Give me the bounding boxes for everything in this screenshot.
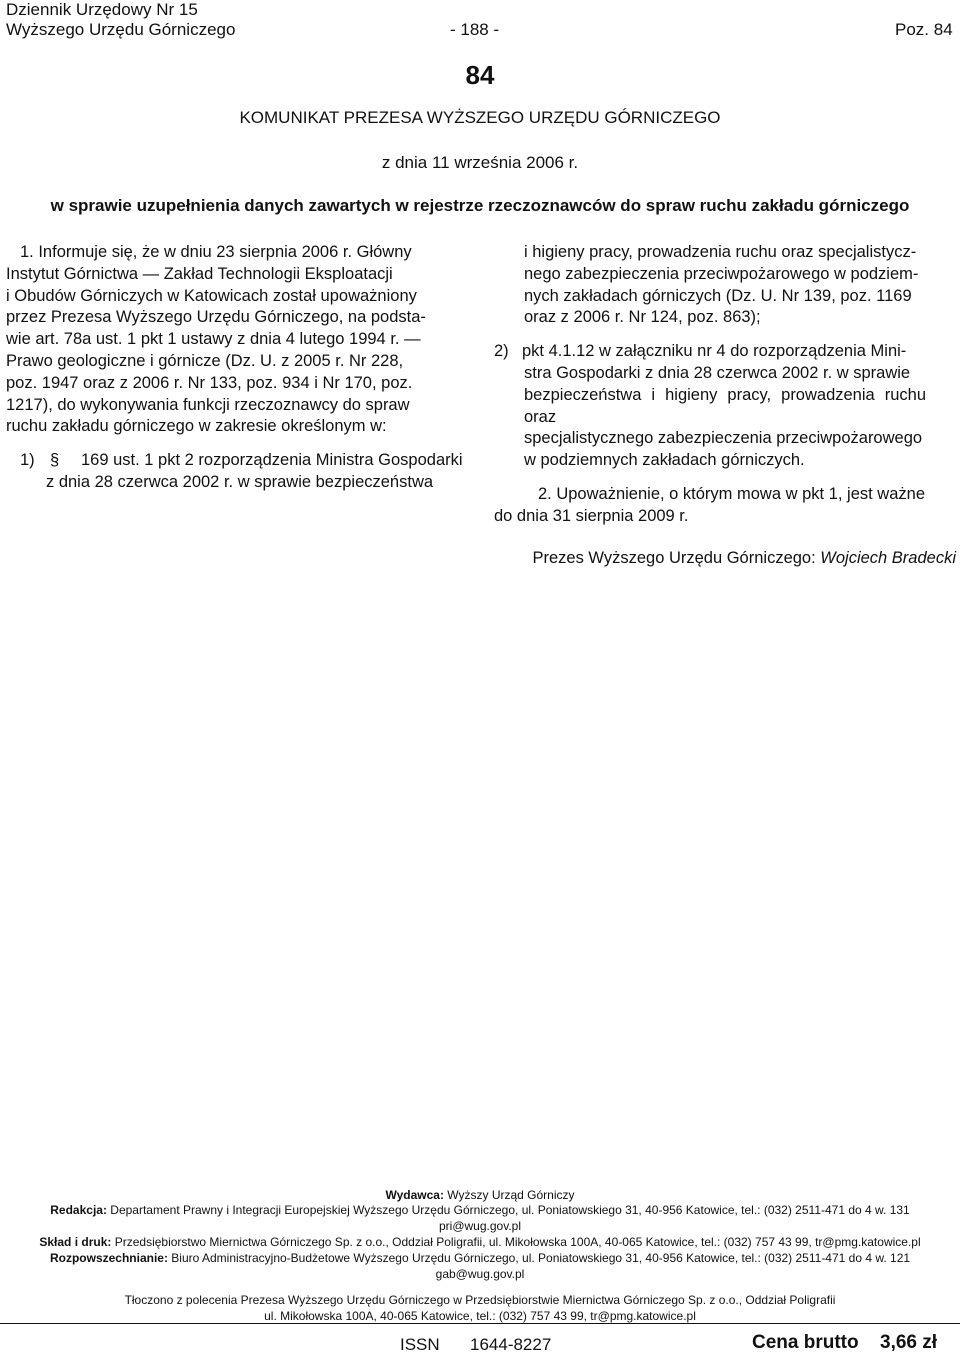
footer-print-value: Przedsiębiorstwo Miernictwa Górniczego Sp. z o.o., Oddział Poligrafii, ul. Mikołowska 100A, 40-065 Katowice, tel.: (032) 757 43 99, tr@pmg.katowice.pl (111, 1235, 921, 1249)
document-date: z dnia 11 września 2006 r. (381, 153, 579, 172)
document-heading: KOMUNIKAT PREZESA WYŻSZEGO URZĘDU GÓRNICZEGO (239, 108, 721, 127)
journal-title-line1: Dziennik Urzędowy Nr 15 (6, 0, 198, 19)
position-number: Poz. 84 (895, 20, 953, 39)
paragraph-2 (494, 484, 926, 528)
document-number: 84 (465, 60, 495, 90)
footer-publisher-label: Wydawca: (385, 1188, 444, 1202)
signature-name: Wojciech Bradecki (820, 549, 956, 567)
issn-number: 1644-8227 (470, 1335, 552, 1354)
paragraph-2-line: do dnia 31 sierpnia 2009 r. (494, 506, 689, 525)
list-item-1-continued (524, 242, 956, 329)
footer-publisher-value: Wyższy Urząd Górniczy (443, 1188, 575, 1202)
price-label: Cena brutto (752, 1332, 859, 1353)
list-item-1-cont-line: i higieny pracy, prowadzenia ruchu oraz specjalistycz- (524, 243, 917, 261)
paragraph-1-line: 1. Informuje się, że w dniu 23 sierpnia 2006 r. Główny (20, 243, 412, 261)
list-item-2-line: w podziemnych zakładach górniczych. (524, 451, 805, 470)
paragraph-1-line: wie art. 78a ust. 1 pkt 1 ustawy z dnia 4 lutego 1994 r. — (6, 330, 421, 349)
footer-print (0, 1234, 960, 1250)
footer-distribution-label: Rozpowszechnianie: (49, 1251, 168, 1265)
footer-distribution-value: Biuro Administracyjno-Budżetowe Wyższego Urzędu Górniczego, ul. Poniatowskiego 31, 40-956 Katowice, tel.: (032) 2511-471 do 4 w. 121 (167, 1251, 911, 1265)
paragraph-1-line: przez Prezesa Wyższego Urzędu Górniczego, na podsta- (6, 308, 426, 327)
list-item-2-line: specjalistycznego zabezpieczenia przeciwpożarowego (524, 429, 923, 448)
paragraph-1-line: i Obudów Górniczych w Katowicach został upoważniony (6, 286, 417, 305)
paragraph-1-line: Prawo geologiczne i górnicze (Dz. U. z 2005 r. Nr 228, (6, 351, 404, 370)
paragraph-1-line: 1217), do wykonywania funkcji rzeczoznawcy do spraw (6, 395, 410, 414)
footer-editorial-value: Departament Prawny i Integracji Europejskiej Wyższego Urzędu Górniczego, ul. Poniatowskiego 31, 40-956 Katowice, tel.: (032) 2511-471 do 4 w. 131 (106, 1203, 910, 1217)
list-item-1 (6, 450, 464, 494)
footer-editorial-label: Redakcja: (50, 1203, 107, 1217)
list-item-1-cont-line: nych zakładach górniczych (Dz. U. Nr 139, poz. 1169 (524, 286, 912, 305)
footer-editorial-email: pri@wug.gov.pl (439, 1219, 521, 1233)
signature-title: Prezes Wyższego Urzędu Górniczego: (532, 549, 821, 567)
footer-printed-line2: ul. Mikołowska 100A, 40-065 Katowice, tel.: (032) 757 43 99, tr@pmg.katowice.pl (264, 1309, 696, 1323)
page-number: - 188 - (450, 20, 500, 39)
list-item-1-cont-line: nego zabezpieczenia przeciwpożarowego w podziem- (524, 264, 919, 283)
list-item-1-cont-line: oraz z 2006 r. Nr 124, poz. 863); (524, 308, 761, 327)
footer-distribution-email: gab@wug.gov.pl (435, 1267, 525, 1281)
left-column (6, 242, 464, 494)
right-column (494, 242, 956, 528)
list-item-2-line: bezpieczeństwa i higieny pracy, prowadzenia ruchu oraz (524, 385, 926, 426)
footer-distribution (0, 1250, 960, 1266)
journal-title-line2: Wyższego Urzędu Górniczego (6, 20, 236, 39)
issn-label: ISSN (400, 1335, 440, 1354)
list-item-2-marker: 2) (494, 342, 509, 361)
footer-print-label: Skład i druk: (39, 1235, 112, 1249)
paragraph-1-line: poz. 1947 oraz z 2006 r. Nr 133, poz. 934 i Nr 170, poz. (6, 373, 413, 392)
paragraph-1 (6, 242, 464, 438)
document-subject: w sprawie uzupełnienia danych zawartych w rejestrze rzeczoznawców do spraw ruchu zakładu górniczego (50, 196, 910, 215)
list-item-1-line: 169 ust. 1 pkt 2 rozporządzenia Ministra Gospodarki (81, 451, 463, 470)
price-value: 3,66 zł (880, 1332, 938, 1353)
list-item-1-line: z dnia 28 czerwca 2002 r. w sprawie bezpieczeństwa (46, 472, 434, 491)
list-item-2 (494, 341, 926, 472)
list-item-1-marker: 1) (20, 451, 35, 470)
footer-divider (0, 1323, 960, 1324)
footer-publisher (0, 1187, 960, 1203)
paragraph-1-line: Instytut Górnictwa — Zakład Technologii Eksploatacji (6, 264, 393, 283)
footer-editorial (0, 1202, 960, 1218)
footer-printed-line1: Tłoczono z polecenia Prezesa Wyższego Urzędu Górniczego w Przedsiębiorstwie Miernictwa Górniczego Sp. z o.o., Oddział Poligrafii (124, 1293, 836, 1307)
list-item-2-line: stra Gospodarki z dnia 28 czerwca 2002 r. w sprawie (524, 363, 911, 382)
section-sign: § (50, 451, 60, 470)
list-item-2-line: pkt 4.1.12 w załączniku nr 4 do rozporządzenia Mini- (522, 342, 907, 361)
paragraph-2-line: 2. Upoważnienie, o którym mowa w pkt 1, jest ważne (538, 484, 926, 503)
paragraph-1-line: ruchu zakładu górniczego w zakresie określonym w: (6, 417, 387, 436)
signature (532, 549, 956, 568)
